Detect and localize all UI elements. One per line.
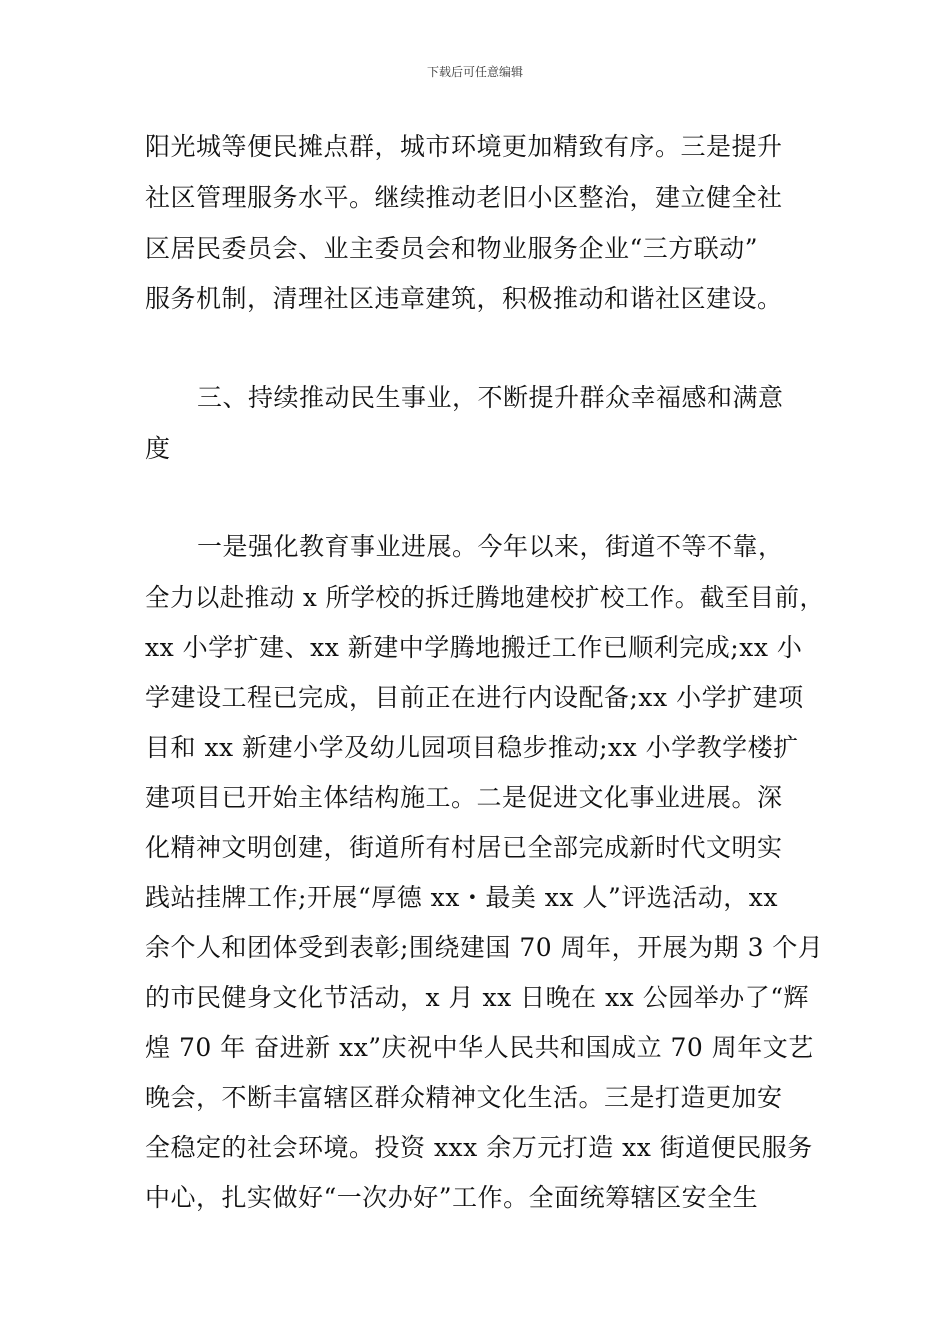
text-line: 全力以赴推动 x 所学校的拆迁腾地建校扩校工作。截至目前，: [145, 583, 825, 612]
text-line: 晚会，不断丰富辖区群众精神文化生活。三是打造更加安: [145, 1083, 783, 1112]
text-line: 全稳定的社会环境。投资 xxx 余万元打造 xx 街道便民服务: [145, 1133, 813, 1162]
text-line: 余个人和团体受到表彰;围绕建国 70 周年，开展为期 3 个月: [145, 933, 824, 962]
text-line: 学建设工程已完成，目前正在进行内设配备;xx 小学扩建项: [145, 683, 804, 712]
section-heading: 三、持续推动民生事业，不断提升群众幸福感和满意: [197, 383, 784, 412]
text-line: 阳光城等便民摊点群，城市环境更加精致有序。三是提升: [145, 132, 783, 161]
text-line: 社区管理服务水平。继续推动老旧小区整治，建立健全社: [145, 183, 783, 212]
text-line: 目和 xx 新建小学及幼儿园项目稳步推动;xx 小学教学楼扩: [145, 733, 799, 762]
text-line: 的市民健身文化节活动，x 月 xx 日晚在 xx 公园举办了“辉: [145, 983, 810, 1012]
page-header: 下载后可任意编辑: [426, 65, 523, 79]
text-line: 服务机制，清理社区违章建筑，积极推动和谐社区建设。: [145, 284, 783, 313]
text-line: 建项目已开始主体结构施工。二是促进文化事业进展。深: [145, 783, 783, 812]
text-line: 一是强化教育事业进展。今年以来，街道不等不靠，: [197, 532, 784, 561]
text-line: xx 小学扩建、xx 新建中学腾地搬迁工作已顺利完成;xx 小: [145, 633, 803, 662]
text-line: 煌 70 年 奋进新 xx”庆祝中华人民共和国成立 70 周年文艺: [145, 1033, 814, 1062]
section-heading: 度: [145, 434, 171, 463]
text-line: 化精神文明创建，街道所有村居已全部完成新时代文明实: [145, 833, 783, 862]
text-line: 中心，扎实做好“一次办好”工作。全面统筹辖区安全生: [145, 1183, 759, 1212]
text-line: 践站挂牌工作;开展“厚德 xx・最美 xx 人”评选活动，xx: [145, 883, 778, 912]
text-line: 区居民委员会、业主委员会和物业服务企业“三方联动”: [145, 234, 759, 263]
